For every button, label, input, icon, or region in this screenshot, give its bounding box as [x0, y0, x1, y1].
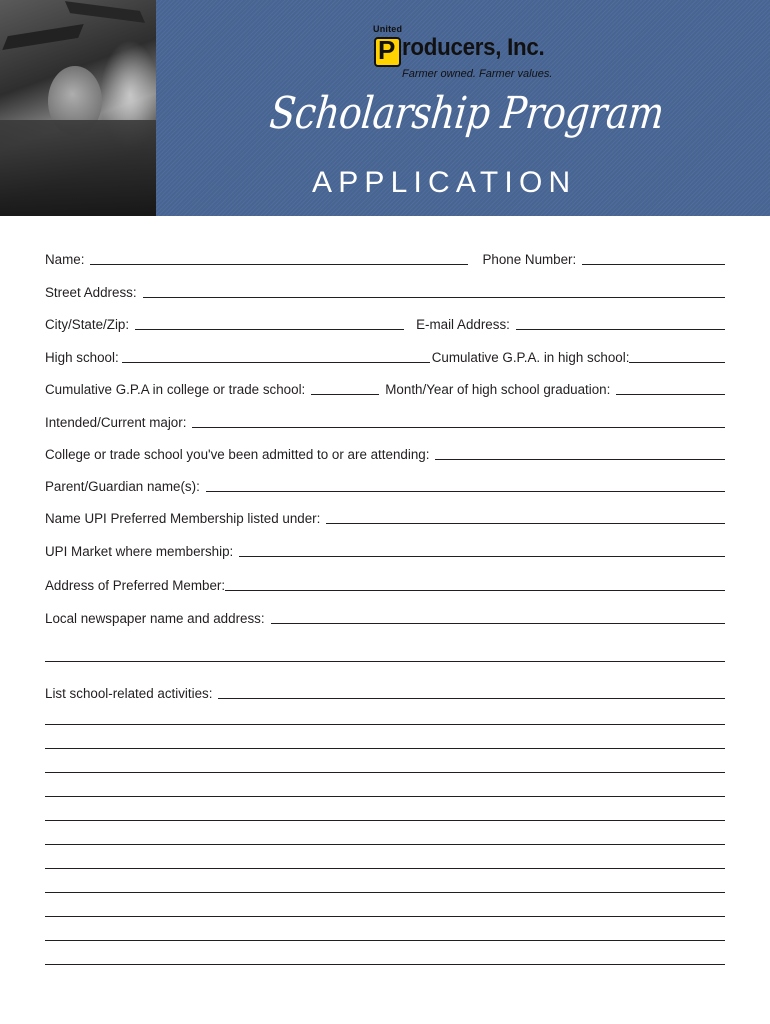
activities-line[interactable] [45, 796, 725, 797]
activities-line[interactable] [45, 964, 725, 965]
form-row-member-address [45, 578, 725, 593]
newspaper-field-line-2[interactable] [45, 661, 725, 662]
parents-label: Parent/Guardian name(s): [45, 479, 200, 494]
company-logo [372, 22, 572, 84]
market-label: UPI Market where membership: [45, 544, 234, 559]
gpa-college-label: Cumulative G.P.A in college or trade school: [45, 382, 306, 397]
activities-line[interactable] [45, 892, 725, 893]
member-address-field[interactable] [225, 590, 725, 591]
form-row-parents [45, 479, 725, 494]
form-row-college [45, 447, 725, 462]
newspaper-field[interactable] [271, 623, 725, 624]
college-label: College or trade school you've been admitted to or are attending: [45, 447, 430, 462]
activities-line[interactable] [45, 748, 725, 749]
name-field[interactable] [90, 264, 468, 265]
newspaper-label: Local newspaper name and address: [45, 611, 265, 626]
activities-line[interactable] [45, 820, 725, 821]
city-label: City/State/Zip: [45, 317, 130, 332]
market-field[interactable] [239, 556, 725, 557]
college-field[interactable] [435, 459, 725, 460]
activities-line[interactable] [45, 844, 725, 845]
activities-field[interactable] [218, 698, 725, 699]
phone-field[interactable] [582, 264, 725, 265]
form-row-activities [45, 686, 725, 701]
activities-line[interactable] [45, 916, 725, 917]
form-row-membership-name [45, 511, 725, 526]
logo-p-letter: P [378, 35, 396, 65]
name-label: Name: [45, 252, 85, 267]
email-field[interactable] [516, 329, 725, 330]
graduation-photo [0, 0, 156, 216]
gpa-hs-label: Cumulative G.P.A. in high school: [431, 350, 630, 365]
logo-tagline: Farmer owned. Farmer values. [402, 68, 553, 80]
grad-date-field[interactable] [616, 394, 725, 395]
parents-field[interactable] [206, 491, 725, 492]
activities-line[interactable] [45, 772, 725, 773]
activities-line[interactable] [45, 724, 725, 725]
membership-name-field[interactable] [326, 523, 725, 524]
email-label: E-mail Address: [416, 317, 510, 332]
form-row-newspaper [45, 611, 725, 626]
form-row-market [45, 544, 725, 559]
form-row-gpa-college [45, 382, 725, 397]
major-label: Intended/Current major: [45, 415, 187, 430]
street-field[interactable] [143, 297, 725, 298]
activities-label: List school-related activities: [45, 686, 213, 701]
form-row-major [45, 415, 725, 430]
logo-p-icon [374, 37, 401, 67]
city-field[interactable] [135, 329, 404, 330]
activities-line[interactable] [45, 868, 725, 869]
form-row-name [45, 252, 725, 267]
form-row-street [45, 285, 725, 300]
highschool-field[interactable] [122, 362, 430, 363]
form-row-highschool [45, 350, 725, 365]
gpa-hs-field[interactable] [629, 362, 725, 363]
logo-company-name: roducers, Inc. [402, 34, 545, 61]
highschool-label: High school: [45, 350, 119, 365]
street-label: Street Address: [45, 285, 137, 300]
page-title: Scholarship Program [267, 88, 667, 139]
logo-united-text: United [373, 24, 403, 34]
grad-date-label: Month/Year of high school graduation: [385, 382, 611, 397]
member-address-label: Address of Preferred Member: [45, 578, 226, 593]
membership-name-label: Name UPI Preferred Membership listed under: [45, 511, 321, 526]
header-banner [0, 0, 770, 216]
activities-line[interactable] [45, 940, 725, 941]
page-subtitle: APPLICATION [312, 166, 577, 199]
form-row-city [45, 317, 725, 332]
major-field[interactable] [192, 427, 725, 428]
gpa-college-field[interactable] [311, 394, 379, 395]
phone-label: Phone Number: [482, 252, 577, 267]
